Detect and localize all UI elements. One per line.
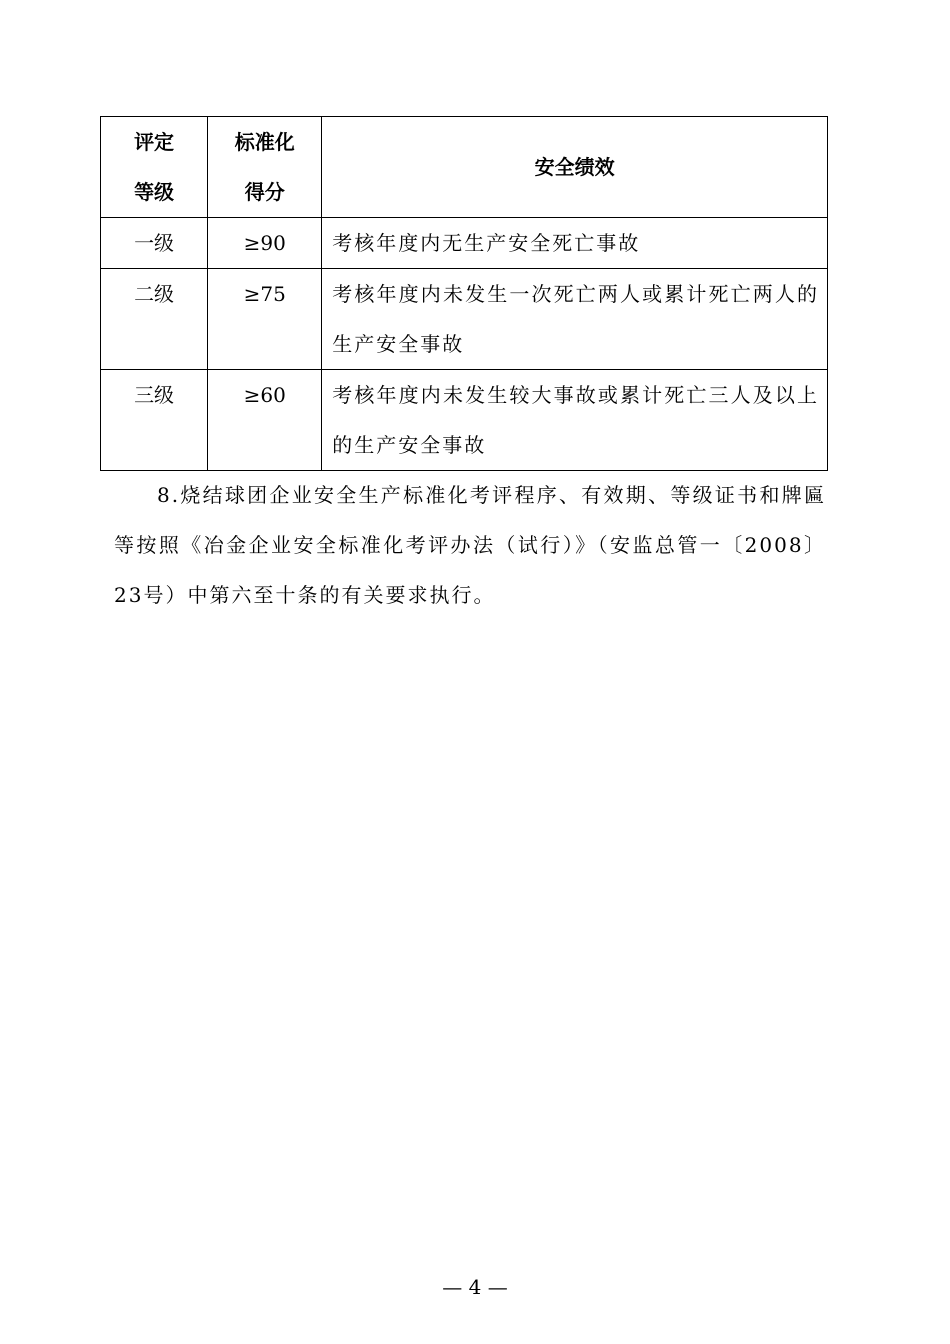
cell-performance: 考核年度内未发生较大事故或累计死亡三人及以上的生产安全事故 (322, 370, 828, 471)
header-score (208, 117, 322, 218)
body-paragraph: 8.烧结球团企业安全生产标准化考评程序、有效期、等级证书和牌匾等按照《冶金企业安全标准化考评办法（试行）》（安监总管一〔2008〕23号）中第六至十条的有关要求执行。 (114, 483, 826, 607)
cell-grade: 一级 (101, 218, 208, 269)
table-row (101, 218, 828, 269)
header-score-line-2: 得分 (244, 180, 285, 204)
page-number: — 4 — (442, 1275, 508, 1299)
table-row (101, 370, 828, 471)
header-grade-line-1: 评定 (134, 130, 175, 154)
cell-performance: 考核年度内无生产安全死亡事故 (322, 218, 828, 269)
header-score-line-1: 标准化 (234, 130, 295, 154)
header-performance: 安全绩效 (322, 117, 828, 218)
cell-score: ≥90 (208, 218, 322, 269)
cell-score: ≥60 (208, 370, 322, 471)
cell-performance: 考核年度内未发生一次死亡两人或累计死亡两人的生产安全事故 (322, 269, 828, 370)
header-grade (101, 117, 208, 218)
cell-score: ≥75 (208, 269, 322, 370)
cell-grade: 三级 (101, 370, 208, 471)
grade-table (100, 116, 828, 471)
header-grade-line-2: 等级 (134, 180, 175, 204)
table-header-row (101, 117, 828, 218)
table-row (101, 269, 828, 370)
cell-grade: 二级 (101, 269, 208, 370)
